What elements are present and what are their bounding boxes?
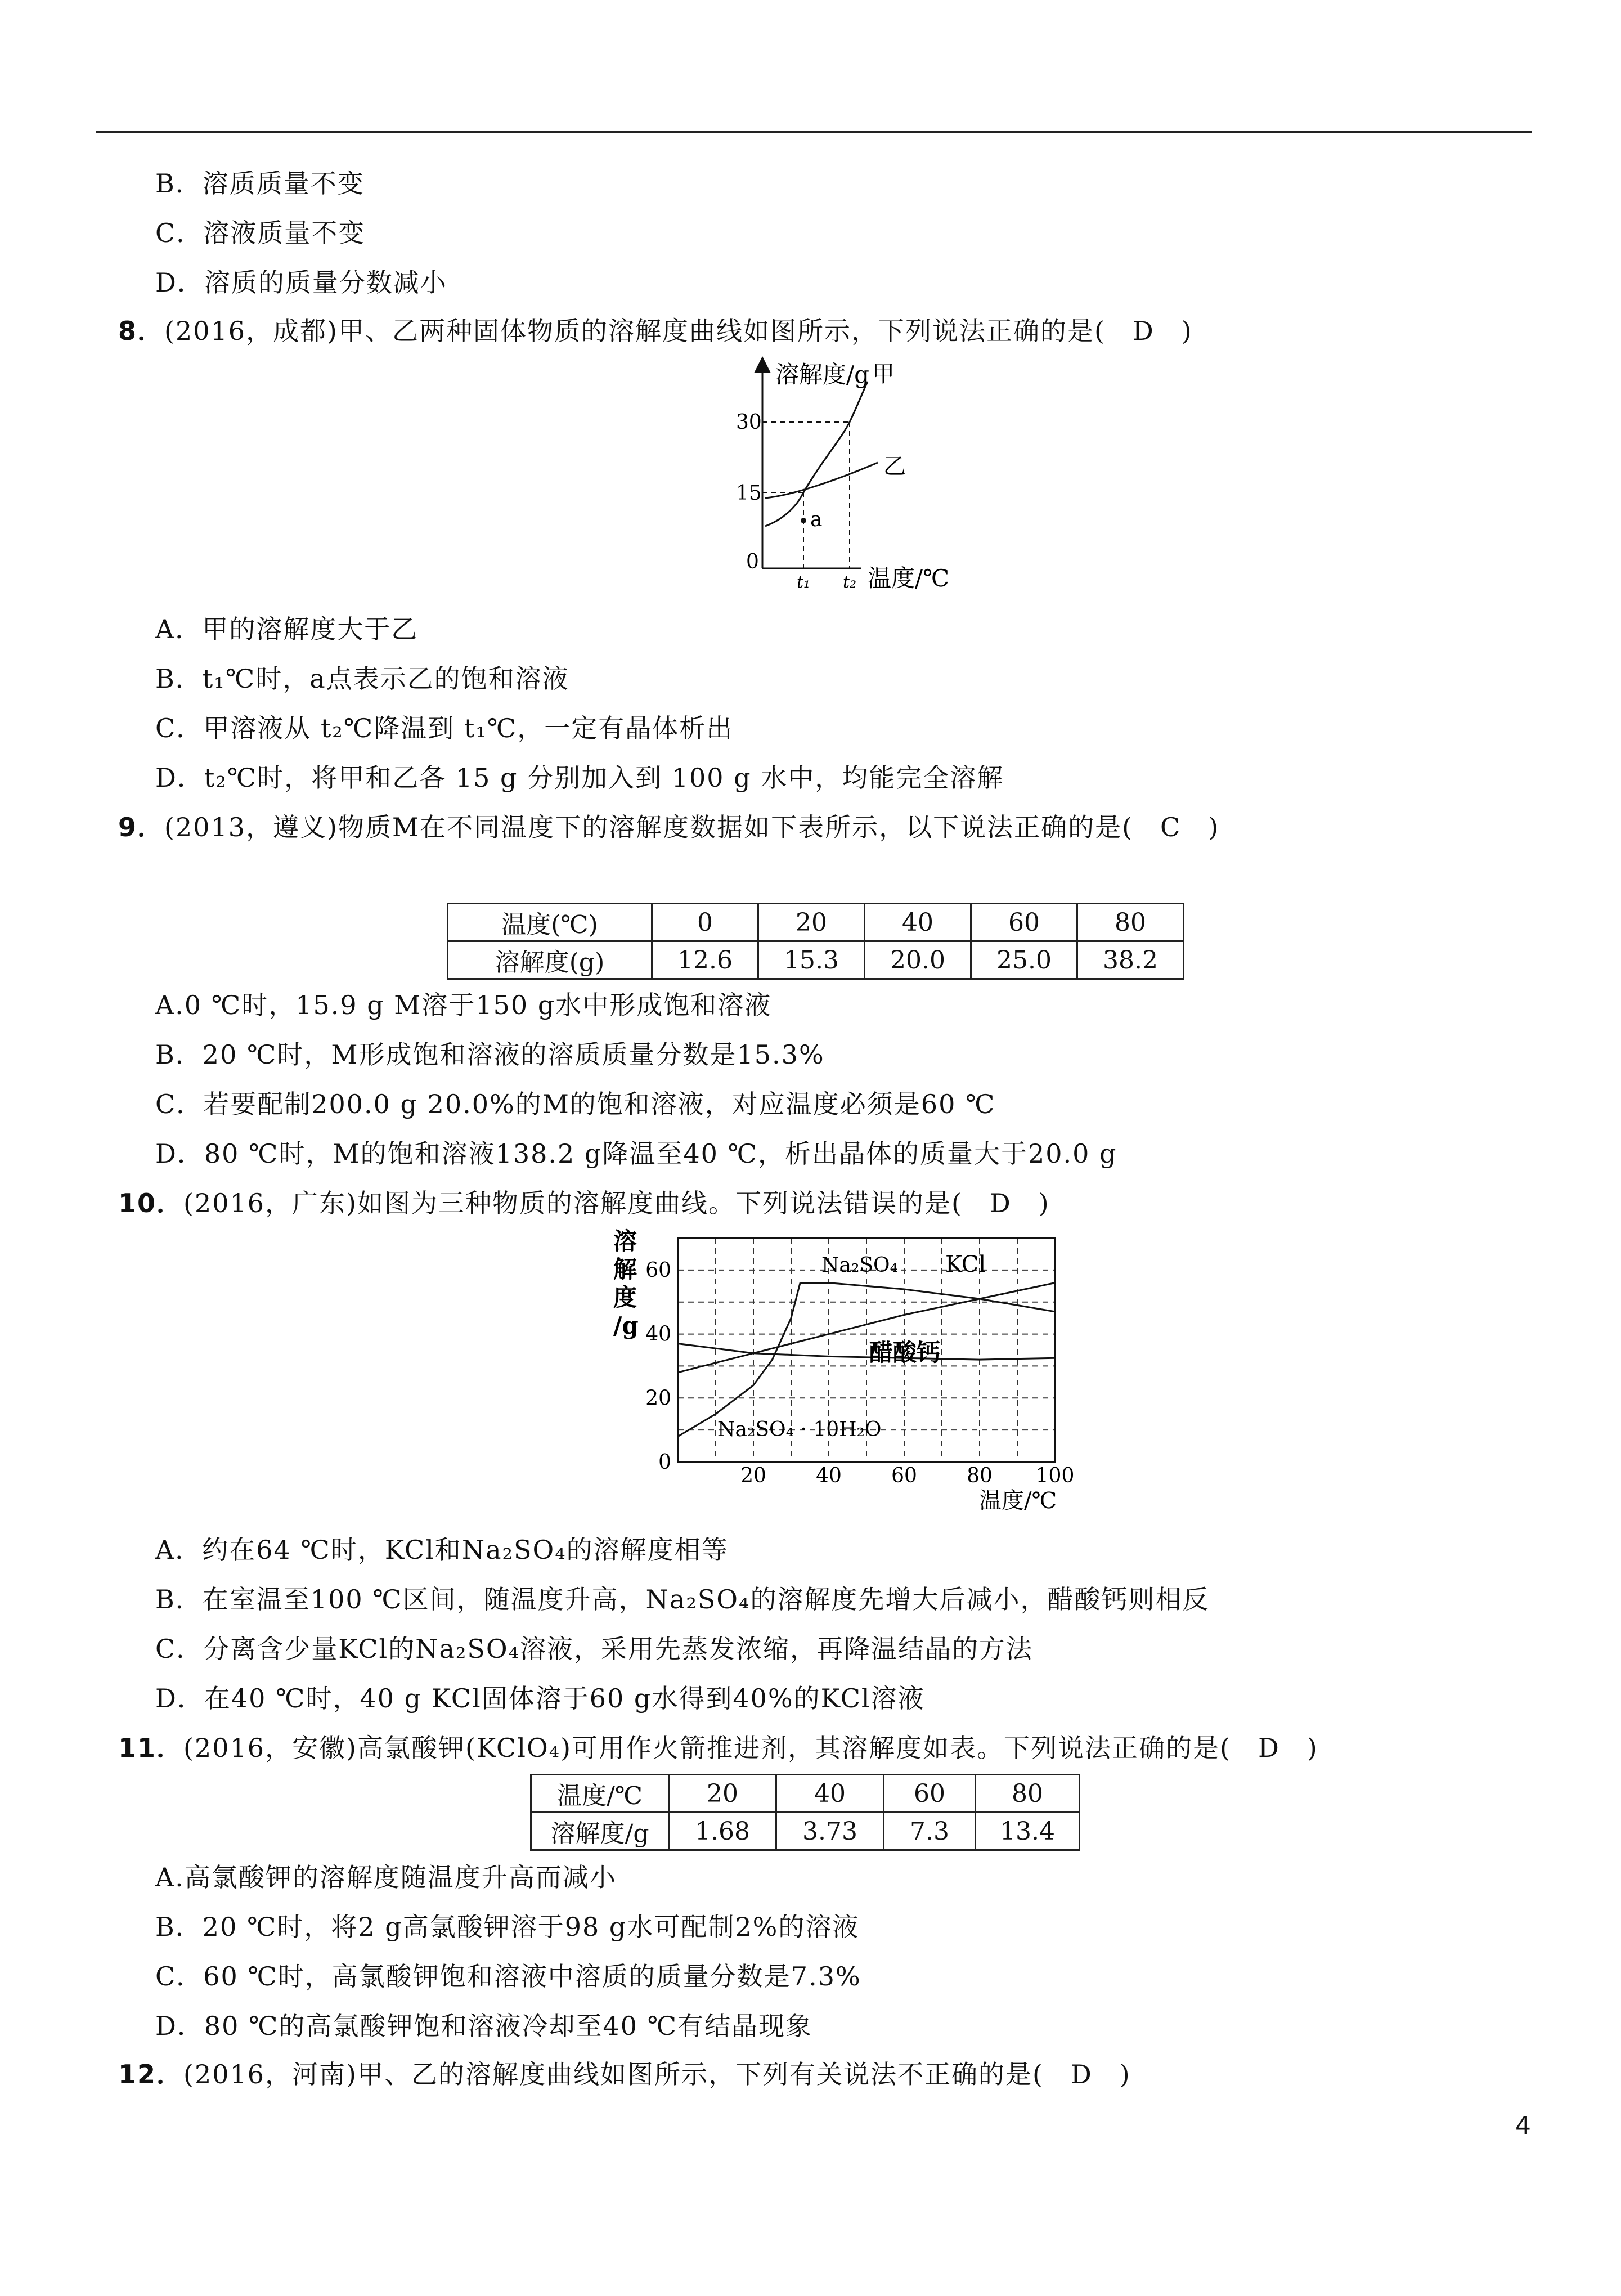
- fig8-ytick-30: 30: [736, 411, 762, 434]
- q10-stem-text: (2016，广东)如图为三种物质的溶解度曲线。下列说法错误的是( D ): [183, 1188, 1050, 1218]
- q9-cell-temp: 80: [1077, 904, 1184, 941]
- q8-solubility-figure: [709, 355, 973, 602]
- label-kcl: KCl: [945, 1252, 986, 1277]
- label-na2so4-hydrate: Na₂SO₄ · 10H₂O: [717, 1418, 882, 1441]
- q9-cell-solubility: 12.6: [652, 941, 758, 979]
- fig8-point-a: [801, 518, 806, 523]
- q11-cell-solubility: 3.73: [776, 1813, 884, 1850]
- q11-option-a: A.高氯酸钾的溶解度随温度升高而减小: [155, 1862, 617, 1893]
- q8-stem: [118, 314, 1193, 348]
- q9-option-c: C．若要配制200.0 g 20.0%的M的饱和溶液，对应温度必须是60 ℃: [155, 1089, 996, 1119]
- chart-xlabel: 温度/℃: [979, 1488, 1057, 1514]
- q9-stem: [118, 810, 1219, 844]
- y-tick-label: 40: [645, 1322, 671, 1346]
- q10-number: 10．: [118, 1188, 184, 1218]
- q12-number: 12．: [118, 2059, 184, 2089]
- q11-option-b: B．20 ℃时，将2 g高氯酸钾溶于98 g水可配制2%的溶液: [155, 1912, 860, 1942]
- q9-option-a: A.0 ℃时，15.9 g M溶于150 g水中形成饱和溶液: [155, 990, 772, 1020]
- q8-stem-text: (2016，成都)甲、乙两种固体物质的溶解度曲线如图所示，下列说法正确的是( D ): [164, 316, 1193, 346]
- q9-table-row-solubility: [448, 941, 1184, 979]
- q9-cell-solubility: 38.2: [1077, 941, 1184, 979]
- q11-cell-temp: 80: [976, 1775, 1080, 1813]
- q11-cell-temp: 60: [884, 1775, 976, 1813]
- q9-solubility-table: [447, 903, 1184, 980]
- fig8-ylabel: 溶解度/g: [775, 361, 870, 388]
- fig8-point-a-label: a: [810, 508, 823, 531]
- q9-number: 9．: [118, 812, 165, 842]
- y-label-char: 溶: [613, 1227, 637, 1255]
- y-label-char: 解: [613, 1255, 637, 1283]
- q9-cell-temp: 60: [971, 904, 1077, 941]
- fig8-xtick-t2: t₂: [843, 572, 857, 592]
- q11-number: 11．: [118, 1733, 184, 1763]
- q11-cell-solubility: 7.3: [884, 1813, 976, 1850]
- q11-cell-temp: 20: [669, 1775, 776, 1813]
- fig8-curve-jia: [765, 382, 868, 526]
- q9-cell-temp: 0: [652, 904, 758, 941]
- q7-option-c: C．溶液质量不变: [155, 218, 366, 248]
- q9-cell-solubility: 20.0: [865, 941, 971, 979]
- series-line: [678, 1283, 800, 1437]
- q10-option-a: A．约在64 ℃时，KCl和Na₂SO₄的溶解度相等: [155, 1535, 729, 1565]
- y-label-char: /g: [613, 1312, 639, 1339]
- q9-stem-text: (2013，遵义)物质M在不同温度下的溶解度数据如下表所示，以下说法正确的是( C ): [164, 812, 1220, 842]
- q8-option-d: D．t₂℃时，将甲和乙各 15 g 分别加入到 100 g 水中，均能完全溶解: [155, 763, 1004, 793]
- q9-cell-temp: 40: [865, 904, 971, 941]
- q11-table-row-solubility: [531, 1813, 1080, 1850]
- page-number: 4: [1515, 2111, 1531, 2140]
- y-label-char: 度: [613, 1284, 637, 1311]
- q11-row-header-temp: 温度/℃: [531, 1775, 669, 1813]
- fig8-ytick-0: 0: [746, 550, 759, 573]
- y-tick-label: 20: [645, 1387, 671, 1410]
- x-tick-label: 80: [967, 1464, 993, 1487]
- q9-row-header-solubility: 溶解度(g): [448, 941, 652, 979]
- y-tick-label: 60: [645, 1258, 671, 1282]
- label-na2so4: Na₂SO₄: [821, 1254, 899, 1277]
- q10-solubility-chart: [613, 1227, 1086, 1519]
- q9-option-b: B．20 ℃时，M形成饱和溶液的溶质质量分数是15.3%: [155, 1039, 825, 1070]
- q9-row-header-temp: 温度(℃): [448, 904, 652, 941]
- q10-stem: [118, 1186, 1050, 1220]
- q9-cell-solubility: 25.0: [971, 941, 1077, 979]
- fig8-ytick-15: 15: [736, 482, 762, 505]
- q11-stem-text: (2016，安徽)高氯酸钾(KClO₄)可用作火箭推进剂，其溶解度如表。下列说法正确的是( D ): [183, 1733, 1318, 1763]
- q12-stem-text: (2016，河南)甲、乙的溶解度曲线如图所示，下列有关说法不正确的是( D ): [183, 2059, 1131, 2089]
- x-tick-label: 100: [1035, 1464, 1075, 1487]
- q8-option-b: B．t₁℃时，a点表示乙的饱和溶液: [155, 663, 569, 694]
- series-line: [800, 1283, 1055, 1312]
- q11-stem: [118, 1731, 1318, 1765]
- q8-number: 8．: [118, 316, 165, 346]
- q7-option-b: B．溶质质量不变: [155, 168, 365, 199]
- chart-ylabel: [613, 1227, 639, 1339]
- q11-option-d: D．80 ℃的高氯酸钾饱和溶液冷却至40 ℃有结晶现象: [155, 2011, 813, 2041]
- fig8-label-yi: 乙: [883, 454, 906, 479]
- q12-stem: [118, 2057, 1131, 2091]
- q11-table-row-temp: [531, 1775, 1080, 1813]
- y-tick-label: 0: [658, 1451, 671, 1474]
- label-calcium-acetate: 醋酸钙: [869, 1339, 941, 1366]
- q9-cell-temp: 20: [758, 904, 865, 941]
- q8-option-c: C．甲溶液从 t₂℃降温到 t₁℃，一定有晶体析出: [155, 713, 734, 743]
- q10-option-d: D．在40 ℃时，40 g KCl固体溶于60 g水得到40%的KCl溶液: [155, 1683, 925, 1714]
- fig8-xlabel: 温度/℃: [868, 564, 950, 592]
- q10-option-c: C．分离含少量KCl的Na₂SO₄溶液，采用先蒸发浓缩，再降温结晶的方法: [155, 1634, 1034, 1664]
- q8-option-a: A．甲的溶解度大于乙: [155, 614, 419, 644]
- q11-cell-temp: 40: [776, 1775, 884, 1813]
- x-tick-label: 60: [891, 1464, 917, 1487]
- header-rule: [96, 131, 1532, 133]
- fig8-xtick-t1: t₁: [797, 572, 811, 592]
- q11-solubility-table: [530, 1774, 1080, 1851]
- x-tick-label: 20: [740, 1464, 766, 1487]
- q11-cell-solubility: 13.4: [976, 1813, 1080, 1850]
- q11-option-c: C．60 ℃时，高氯酸钾饱和溶液中溶质的质量分数是7.3%: [155, 1961, 861, 1992]
- q9-option-d: D．80 ℃时，M的饱和溶液138.2 g降温至40 ℃，析出晶体的质量大于20.0 g: [155, 1138, 1117, 1169]
- fig8-label-jia: 甲: [872, 361, 895, 387]
- q11-cell-solubility: 1.68: [669, 1813, 776, 1850]
- q7-option-d: D．溶质的质量分数减小: [155, 267, 447, 298]
- q9-cell-solubility: 15.3: [758, 941, 865, 979]
- q11-row-header-solubility: 溶解度/g: [531, 1813, 669, 1850]
- x-tick-label: 40: [816, 1464, 842, 1487]
- q10-option-b: B．在室温至100 ℃区间，随温度升高，Na₂SO₄的溶解度先增大后减小，醋酸钙则相反: [155, 1584, 1210, 1615]
- q9-table-row-temp: [448, 904, 1184, 941]
